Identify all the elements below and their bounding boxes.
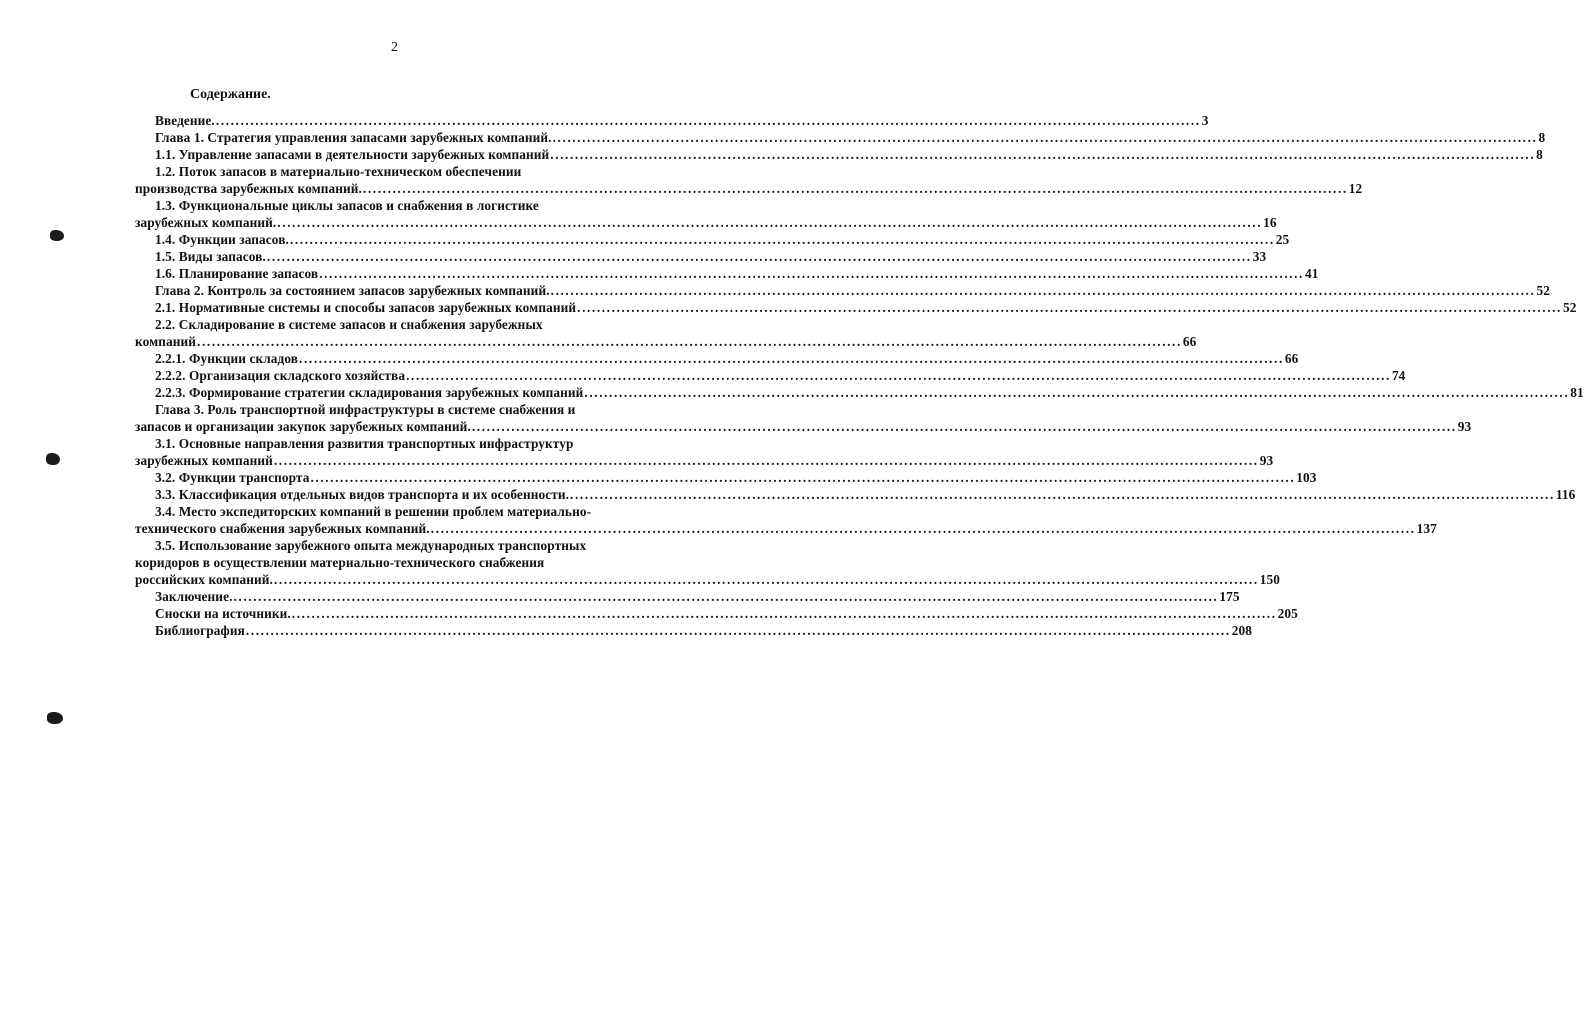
- toc-page-number: 41: [1305, 266, 1319, 281]
- toc-entry-title: 3.1. Основные направления развития транспортных инфраструктур: [155, 436, 574, 451]
- toc-line: [155, 129, 1546, 146]
- dot-leader: ........................................................................................................................................................................................................: [430, 521, 1416, 536]
- toc-line: [155, 299, 1577, 316]
- dot-leader: ........................................................................................................................................................................................................: [197, 334, 1182, 349]
- toc-entry-title: зарубежных компаний.: [135, 215, 277, 230]
- toc-line: [135, 180, 1363, 197]
- scan-speck: [46, 453, 60, 465]
- toc-entry-title: 1.5. Виды запасов.: [155, 249, 266, 264]
- dot-leader: ........................................................................................................................................................................................................: [570, 487, 1555, 502]
- toc-line: [155, 469, 1317, 486]
- toc-page-number: 3: [1201, 113, 1209, 128]
- toc-entry-title: 2.1. Нормативные системы и способы запасов зарубежных компаний: [155, 300, 577, 315]
- toc-line: [155, 231, 1290, 248]
- toc-page-number: 103: [1296, 470, 1317, 485]
- dot-leader: ........................................................................................................................................................................................................: [215, 113, 1201, 128]
- page-number: 2: [391, 40, 398, 55]
- dot-leader: ........................................................................................................................................................................................................: [299, 351, 1284, 366]
- dot-leader: ........................................................................................................................................................................................................: [273, 572, 1259, 587]
- toc-page-number: 25: [1275, 232, 1290, 247]
- toc-page-number: 8: [1536, 147, 1543, 162]
- toc-entry-title: технического снабжения зарубежных компаний.: [135, 521, 430, 536]
- toc-line: [135, 520, 1437, 537]
- dot-leader: ........................................................................................................................................................................................................: [550, 283, 1536, 298]
- toc-entry-title: Глава 3. Роль транспортной инфраструктуры в системе снабжения и: [155, 402, 576, 417]
- toc-entry-title: Библиография: [155, 623, 245, 638]
- dot-leader: ........................................................................................................................................................................................................: [310, 470, 1296, 485]
- toc-page-number: 93: [1259, 453, 1274, 468]
- toc-entry-title: 2.2. Складирование в системе запасов и снабжения зарубежных: [155, 317, 543, 332]
- toc-page-number: 52: [1562, 300, 1577, 315]
- toc-line: [155, 486, 1576, 503]
- toc-page-number: 33: [1252, 249, 1267, 264]
- toc-entry-title: 1.3. Функциональные циклы запасов и снабжения в логистике: [155, 198, 539, 213]
- toc-line: [155, 248, 1267, 265]
- toc-line: [155, 112, 1209, 129]
- dot-leader: ........................................................................................................................................................................................................: [552, 130, 1538, 145]
- toc-page-number: 205: [1277, 606, 1298, 621]
- toc-entry-title: 3.5. Использование зарубежного опыта международных транспортных: [155, 538, 587, 553]
- toc-entry-title: Глава 2. Контроль за состоянием запасов зарубежных компаний.: [155, 283, 550, 298]
- toc-entry-title: Заключение.: [155, 589, 233, 604]
- toc-entry-title: 2.2.1. Функции складов: [155, 351, 299, 366]
- toc-page-number: 175: [1219, 589, 1240, 604]
- toc-line: [155, 265, 1319, 282]
- dot-leader: ........................................................................................................................................................................................................: [319, 266, 1305, 281]
- toc-page-number: 66: [1182, 334, 1197, 349]
- dot-leader: ........................................................................................................................................................................................................: [245, 623, 1231, 638]
- toc-entry-title: 1.4. Функции запасов.: [155, 232, 289, 247]
- toc-line: [155, 350, 1299, 367]
- toc-line: [155, 605, 1298, 622]
- toc-entry-title: зарубежных компаний: [135, 453, 273, 468]
- toc-entry-title: производства зарубежных компаний.: [135, 181, 362, 196]
- toc-entry-title: 1.6. Планирование запасов: [155, 266, 319, 281]
- toc-entry-title: коридоров в осуществлении материально-технического снабжения: [135, 555, 545, 570]
- toc-page-number: 93: [1457, 419, 1472, 434]
- toc-line: [155, 588, 1240, 605]
- toc-page-number: 12: [1348, 181, 1363, 196]
- toc-page-number: 66: [1284, 351, 1299, 366]
- dot-leader: ........................................................................................................................................................................................................: [406, 368, 1391, 383]
- toc-entry-title: 1.1. Управление запасами в деятельности зарубежных компаний: [155, 147, 550, 162]
- dot-leader: ........................................................................................................................................................................................................: [577, 300, 1562, 315]
- toc-line: [155, 282, 1550, 299]
- toc-line: [155, 367, 1406, 384]
- toc-entry-title: 3.2. Функции транспорта: [155, 470, 310, 485]
- toc-line: [135, 418, 1472, 435]
- toc-line: [155, 146, 1543, 163]
- toc-page-number: 8: [1538, 130, 1546, 145]
- toc-page-number: 116: [1555, 487, 1576, 502]
- toc-line: [135, 452, 1274, 469]
- toc-page-number: 52: [1536, 283, 1550, 298]
- toc-page-number: 16: [1263, 215, 1277, 230]
- toc-line: [155, 622, 1252, 639]
- toc-entry-title: 3.4. Место экспедиторских компаний в решении проблем материально-: [155, 504, 592, 519]
- dot-leader: ........................................................................................................................................................................................................: [277, 215, 1263, 230]
- toc-entry-title: 2.2.3. Формирование стратегии складирования зарубежных компаний: [155, 385, 584, 400]
- scan-speck: [47, 712, 63, 724]
- toc-line: [135, 333, 1197, 350]
- toc-entry-title: запасов и организации закупок зарубежных компаний.: [135, 419, 471, 434]
- dot-leader: ........................................................................................................................................................................................................: [584, 385, 1570, 400]
- dot-leader: ........................................................................................................................................................................................................: [289, 232, 1275, 247]
- toc-page-number: 81: [1570, 385, 1584, 400]
- dot-leader: ........................................................................................................................................................................................................: [266, 249, 1252, 264]
- toc-entry-title: Сноски на источники.: [155, 606, 291, 621]
- toc-line: [155, 384, 1584, 401]
- scan-speck: [50, 230, 64, 241]
- dot-leader: ........................................................................................................................................................................................................: [273, 453, 1259, 468]
- toc-entry-title: Глава 1. Стратегия управления запасами зарубежных компаний.: [155, 130, 552, 145]
- toc-entry-title: Введение.: [155, 113, 215, 128]
- toc-line: [135, 214, 1277, 231]
- toc-page-number: 208: [1231, 623, 1252, 638]
- toc-page-number: 150: [1259, 572, 1281, 587]
- dot-leader: ........................................................................................................................................................................................................: [291, 606, 1277, 621]
- toc-entry-title: 1.2. Поток запасов в материально-техническом обеспечении: [155, 164, 522, 179]
- dot-leader: ........................................................................................................................................................................................................: [471, 419, 1457, 434]
- toc-line: [135, 571, 1281, 588]
- toc-entry-title: компаний: [135, 334, 197, 349]
- dot-leader: ........................................................................................................................................................................................................: [550, 147, 1536, 162]
- toc-entry-title: 3.3. Классификация отдельных видов транспорта и их особенности.: [155, 487, 570, 502]
- toc-entry-title: российских компаний.: [135, 572, 273, 587]
- toc-entry-title: 2.2.2. Организация складского хозяйства: [155, 368, 406, 383]
- toc-page-number: 137: [1416, 521, 1437, 536]
- toc-page-number: 74: [1391, 368, 1406, 383]
- dot-leader: ........................................................................................................................................................................................................: [233, 589, 1219, 604]
- dot-leader: ........................................................................................................................................................................................................: [362, 181, 1348, 196]
- toc-title: Содержание.: [190, 87, 271, 102]
